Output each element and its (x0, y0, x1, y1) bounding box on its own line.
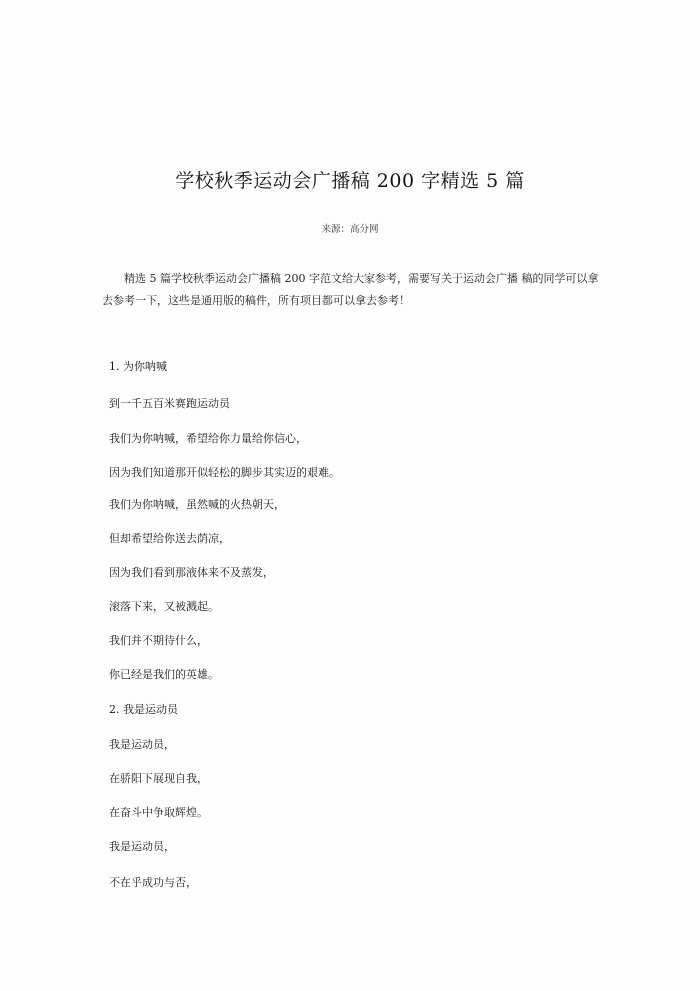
body-line: 因为我们知道那开似轻松的脚步其实迈的艰难。 (109, 466, 340, 479)
document-source: 来源：高分网 (321, 224, 379, 235)
body-line: 我是运动员， (109, 738, 175, 751)
section-heading: 2. 我是运动员 (109, 703, 178, 716)
body-line: 但却希望给你送去荫凉， (109, 532, 230, 545)
document-title: 学校秋季运动会广播稿 200 字精选 5 篇 (175, 170, 525, 192)
body-line: 我们为你呐喊，虽然喊的火热朝天， (109, 498, 285, 511)
body-line: 我是运动员， (109, 840, 175, 853)
body-line: 在奋斗中争取辉煌。 (109, 806, 208, 819)
body-line: 不在乎成功与否， (109, 876, 197, 889)
body-line: 我们并不期待什么， (109, 634, 208, 647)
body-line: 你已经是我们的英雄。 (109, 668, 219, 681)
body-line: 因为我们看到那液体来不及蒸发， (109, 566, 274, 579)
body-line: 在骄阳下展现自我， (109, 772, 208, 785)
body-line: 我们为你呐喊，希望给你力量给你信心， (109, 432, 307, 445)
body-line: 滚落下来，又被溅起。 (109, 600, 219, 613)
body-line: 到一千五百米赛跑运动员 (109, 397, 230, 410)
intro-paragraph: 精选 5 篇学校秋季运动会广播稿 200 字范文给大家参考，需要写关于运动会广播 稿的同学可以拿去参考一下，这些是通用版的稿件，所有项目都可以拿去参考！ (102, 272, 599, 307)
section-heading: 1. 为你呐喊 (109, 360, 167, 373)
